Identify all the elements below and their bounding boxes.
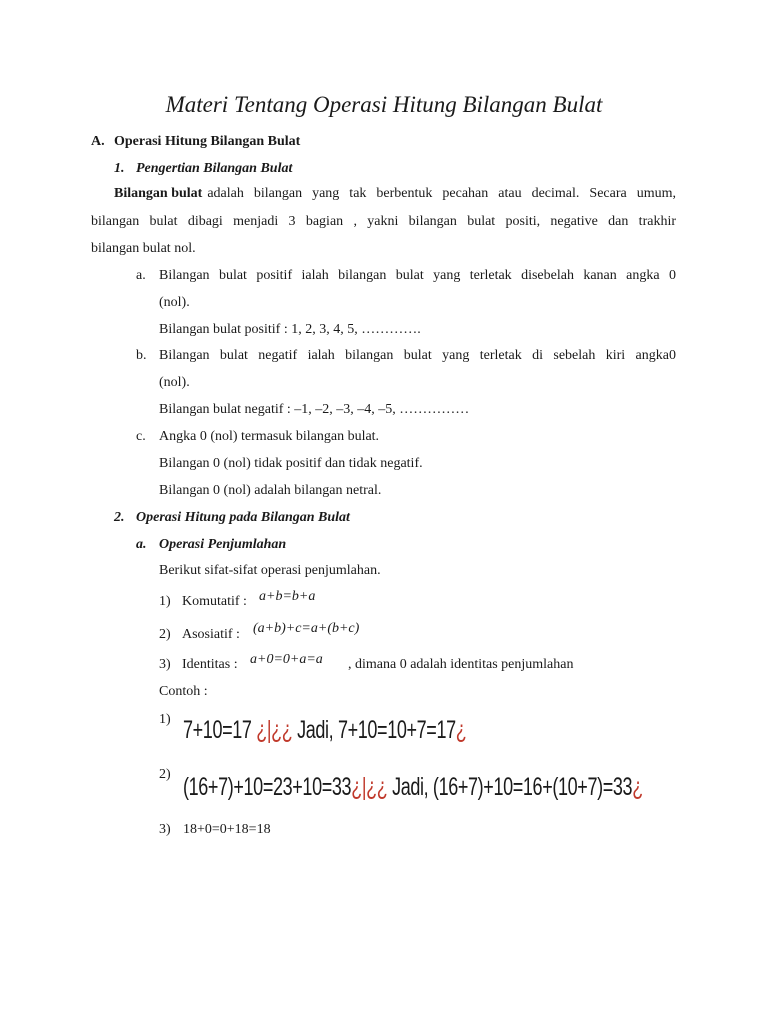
example-3-number: 3) bbox=[159, 822, 171, 837]
example-2-glyph-3: ¿ bbox=[632, 773, 643, 801]
item-c-marker: c. bbox=[136, 429, 146, 444]
example-2-separator: | bbox=[361, 773, 367, 801]
sifat-1-number: 1) bbox=[159, 594, 171, 609]
example-1-separator: | bbox=[266, 716, 272, 744]
item-b-line-1: Bilangan bulat negatif ialah bilangan bulat yang terletak di sebelah kiri angka0 bbox=[159, 348, 676, 363]
example-1-glyph-2: ¿¿ bbox=[271, 716, 293, 744]
sifat-3-number: 3) bbox=[159, 657, 171, 672]
page-title: Materi Tentang Operasi Hitung Bilangan Bulat bbox=[165, 92, 603, 117]
sifat-intro: Berikut sifat-sifat operasi penjumlahan. bbox=[159, 563, 381, 578]
item-b-line-2: (nol). bbox=[159, 375, 190, 390]
sub-a-heading: Operasi Penjumlahan bbox=[159, 537, 287, 552]
example-1-main: 7+10=17 bbox=[183, 716, 252, 744]
item-c-line-1: Angka 0 (nol) termasuk bilangan bulat. bbox=[159, 429, 380, 444]
example-1-glyph-3: ¿ bbox=[455, 716, 467, 744]
section-a-marker: A. bbox=[91, 134, 105, 149]
item-a-line-3: Bilangan bulat positif : 1, 2, 3, 4, 5, …………. bbox=[159, 322, 421, 337]
item-c-line-3: Bilangan 0 (nol) adalah bilangan netral. bbox=[159, 483, 382, 498]
intro-line-1 bbox=[114, 186, 676, 202]
item-a-line-2: (nol). bbox=[159, 295, 190, 310]
intro-line-2: bilangan bulat dibagi menjadi 3 bagian , yakni bilangan bulat positi, negative dan trakhir bbox=[91, 214, 676, 229]
example-2-main: (16+7)+10=23+10=33 bbox=[183, 773, 352, 801]
sifat-3-label: Identitas : bbox=[182, 657, 238, 672]
example-2-expression bbox=[183, 773, 643, 802]
contoh-label: Contoh : bbox=[159, 684, 208, 699]
sifat-3-suffix: , dimana 0 adalah identitas penjumlahan bbox=[348, 657, 574, 672]
sifat-2-formula: (a+b)+c=a+(b+c) bbox=[253, 621, 360, 636]
example-2-number: 2) bbox=[159, 767, 171, 782]
example-2-glyph-1: ¿ bbox=[351, 773, 362, 801]
sub2-marker: 2. bbox=[114, 510, 125, 525]
sifat-2-number: 2) bbox=[159, 627, 171, 642]
intro-line-3: bilangan bulat nol. bbox=[91, 241, 196, 256]
example-1-jadi: Jadi, 7+10=10+7=17 bbox=[297, 716, 456, 744]
example-3-text: 18+0=0+18=18 bbox=[183, 822, 271, 837]
sub-a-marker: a. bbox=[136, 537, 147, 552]
example-2-jadi: Jadi, (16+7)+10=16+(10+7)=33 bbox=[392, 773, 633, 801]
sub1-marker: 1. bbox=[114, 161, 125, 176]
item-b-marker: b. bbox=[136, 348, 147, 363]
item-a-line-1: Bilangan bulat positif ialah bilangan bulat yang terletak disebelah kanan angka 0 bbox=[159, 268, 676, 283]
example-1-glyph-1: ¿ bbox=[256, 716, 267, 744]
sifat-1-formula: a+b=b+a bbox=[259, 589, 316, 604]
intro-bold-term: Bilangan bulat bbox=[114, 186, 203, 201]
item-a-marker: a. bbox=[136, 268, 146, 283]
sub2-heading: Operasi Hitung pada Bilangan Bulat bbox=[136, 510, 350, 525]
example-2-glyph-2: ¿¿ bbox=[366, 773, 388, 801]
item-c-line-2: Bilangan 0 (nol) tidak positif dan tidak negatif. bbox=[159, 456, 423, 471]
item-b-line-3: Bilangan bulat negatif : –1, –2, –3, –4, –5, …………… bbox=[159, 402, 470, 417]
example-1-number: 1) bbox=[159, 712, 171, 727]
sub1-heading: Pengertian Bilangan Bulat bbox=[136, 161, 293, 176]
sifat-2-label: Asosiatif : bbox=[182, 627, 240, 642]
sifat-3-formula: a+0=0+a=a bbox=[250, 652, 323, 667]
intro-line-1-text: adalah bilangan yang tak berbentuk pecahan atau decimal. Secara umum, bbox=[207, 186, 676, 201]
sifat-1-label: Komutatif : bbox=[182, 594, 247, 609]
example-1-expression bbox=[183, 716, 466, 745]
section-a-heading: Operasi Hitung Bilangan Bulat bbox=[114, 134, 301, 149]
